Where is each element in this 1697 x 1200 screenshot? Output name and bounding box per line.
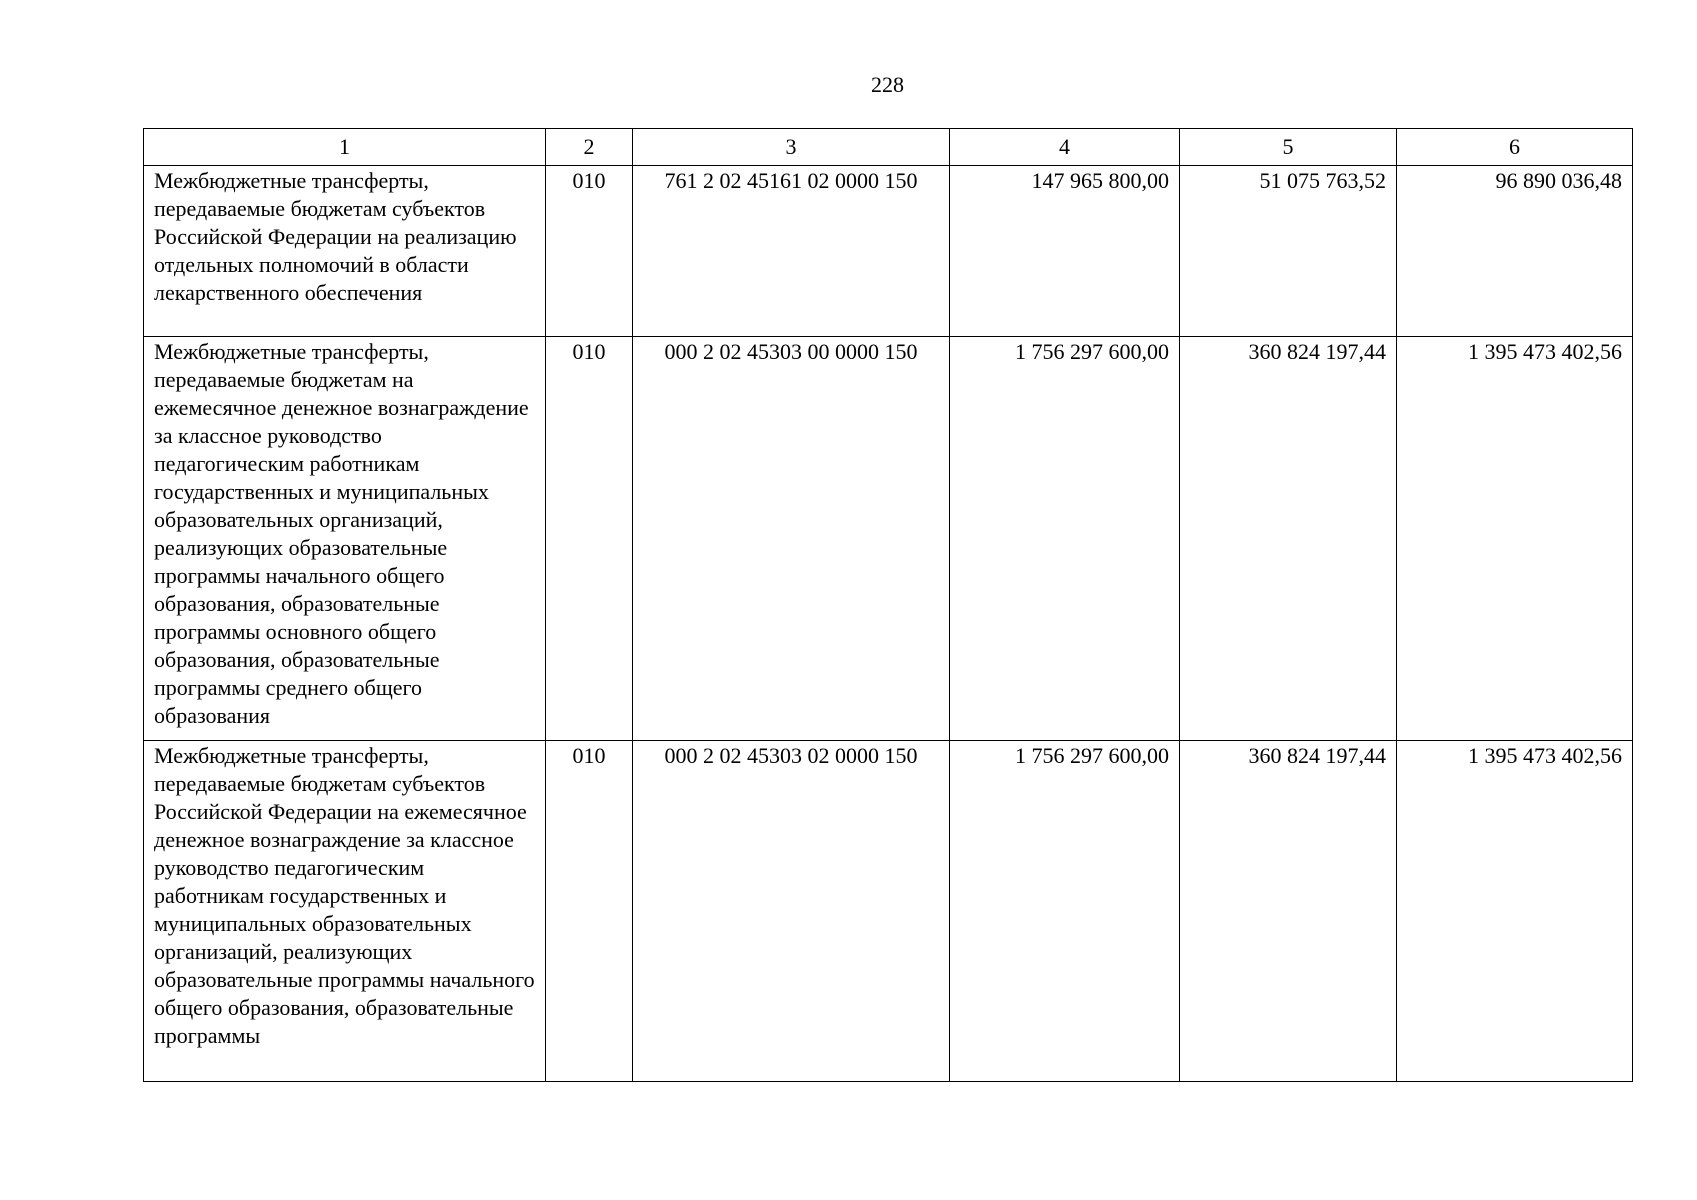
executed-amount-cell bbox=[1180, 166, 1397, 337]
line-code-text: 010 bbox=[572, 339, 606, 364]
executed-amount-text: 360 824 197,44 bbox=[1248, 743, 1386, 768]
row-name-text: Межбюджетные трансферты, передаваемые бюджетам субъектов Российской Федерации на реализацию отдельных полномочий в области лекарственного обеспечения bbox=[154, 168, 517, 305]
column-header-4: 4 bbox=[950, 129, 1180, 166]
line-code-cell bbox=[546, 741, 633, 1082]
table-header-row bbox=[144, 129, 1633, 166]
line-code-text: 010 bbox=[572, 743, 606, 768]
column-header-5: 5 bbox=[1180, 129, 1397, 166]
executed-amount-cell bbox=[1180, 741, 1397, 1082]
budget-code-cell bbox=[633, 337, 950, 741]
unexecuted-amount-cell bbox=[1397, 337, 1633, 741]
page-number: 228 bbox=[871, 72, 904, 97]
line-code-text: 010 bbox=[572, 168, 606, 193]
unexecuted-amount-cell bbox=[1397, 741, 1633, 1082]
unexecuted-amount-text: 96 890 036,48 bbox=[1495, 168, 1622, 193]
row-name-cell bbox=[144, 337, 546, 741]
approved-amount-cell bbox=[950, 741, 1180, 1082]
budget-code-text: 000 2 02 45303 02 0000 150 bbox=[664, 743, 918, 768]
row-name-cell bbox=[144, 741, 546, 1082]
approved-amount-text: 1 756 297 600,00 bbox=[1015, 743, 1169, 768]
unexecuted-amount-text: 1 395 473 402,56 bbox=[1468, 743, 1622, 768]
budget-code-text: 000 2 02 45303 00 0000 150 bbox=[664, 339, 918, 364]
column-header-6: 6 bbox=[1397, 129, 1633, 166]
row-name-text: Межбюджетные трансферты, передаваемые бюджетам субъектов Российской Федерации на ежемесячное денежное вознаграждение за классное руководство педагогическим работникам государственных и муниципальных образовательных организаций, реализующих образовательные программы начального общего образования, образовательные программы bbox=[154, 743, 535, 1048]
row-name-cell bbox=[144, 166, 546, 337]
executed-amount-text: 51 075 763,52 bbox=[1259, 168, 1386, 193]
column-header-3: 3 bbox=[633, 129, 950, 166]
column-header-2: 2 bbox=[546, 129, 633, 166]
approved-amount-cell bbox=[950, 337, 1180, 741]
column-header-1: 1 bbox=[144, 129, 546, 166]
approved-amount-text: 1 756 297 600,00 bbox=[1015, 339, 1169, 364]
approved-amount-text: 147 965 800,00 bbox=[1031, 168, 1169, 193]
row-name-text: Межбюджетные трансферты, передаваемые бюджетам на ежемесячное денежное вознаграждение за классное руководство педагогическим работникам государственных и муниципальных образовательных организаций, реализующих образовательные программы начального общего образования, образовательные программы основного общего образования, образовательные программы среднего общего образования bbox=[154, 339, 529, 728]
budget-code-cell bbox=[633, 166, 950, 337]
executed-amount-text: 360 824 197,44 bbox=[1248, 339, 1386, 364]
unexecuted-amount-cell bbox=[1397, 166, 1633, 337]
executed-amount-cell bbox=[1180, 337, 1397, 741]
line-code-cell bbox=[546, 337, 633, 741]
budget-code-cell bbox=[633, 741, 950, 1082]
table-row bbox=[144, 337, 1633, 741]
unexecuted-amount-text: 1 395 473 402,56 bbox=[1468, 339, 1622, 364]
budget-execution-table bbox=[143, 128, 1633, 1082]
table-row bbox=[144, 741, 1633, 1082]
line-code-cell bbox=[546, 166, 633, 337]
approved-amount-cell bbox=[950, 166, 1180, 337]
budget-code-text: 761 2 02 45161 02 0000 150 bbox=[664, 168, 918, 193]
table-row bbox=[144, 166, 1633, 337]
